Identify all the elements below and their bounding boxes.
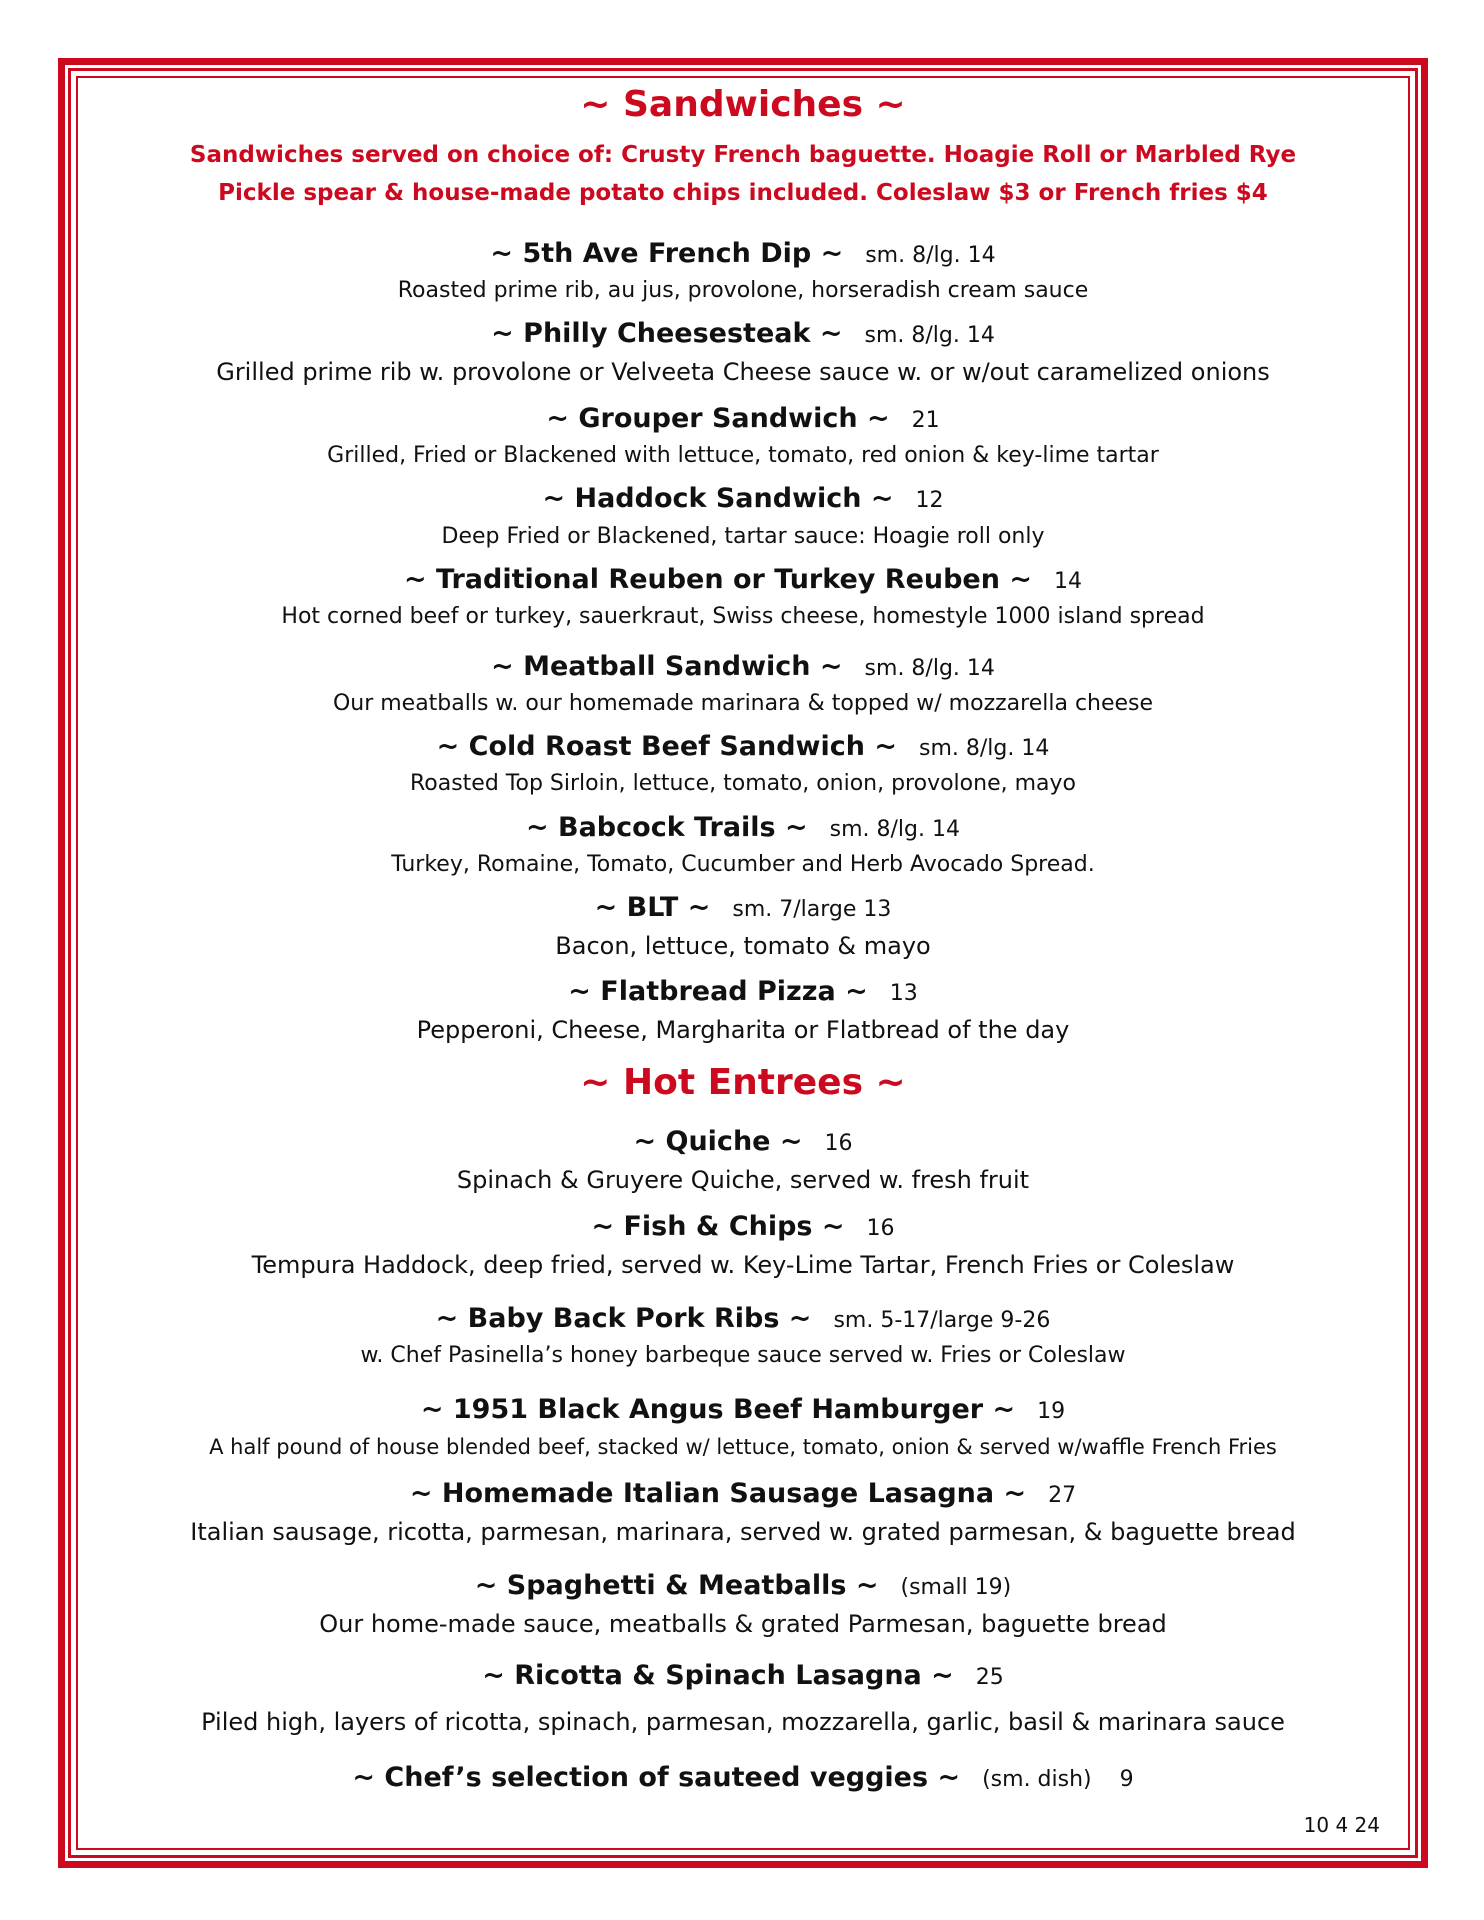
item-description: Pepperoni, Cheese, Margharita or Flatbread of the day <box>416 1016 1070 1044</box>
menu-item-flatbread-pizza <box>78 976 1408 1007</box>
item-price: 25 <box>975 1665 1004 1690</box>
item-price: 12 <box>915 488 944 513</box>
item-price: sm. 8/lg. 14 <box>865 243 996 268</box>
item-name: ~ Grouper Sandwich ~ <box>546 403 890 434</box>
item-price: 21 <box>911 408 940 433</box>
menu-page <box>78 78 1408 1848</box>
sandwiches-intro-line2: Pickle spear & house-made potato chips included. Coleslaw $3 or French fries $4 <box>218 180 1268 206</box>
sandwiches-intro-line1: Sandwiches served on choice of: Crusty French baguette. Hoagie Roll or Marbled Rye <box>189 142 1297 168</box>
item-name: ~ Baby Back Pork Ribs ~ <box>435 1303 812 1334</box>
menu-item-philly-cheesesteak <box>78 318 1408 349</box>
item-description: Roasted prime rib, au jus, provolone, horseradish cream sauce <box>397 278 1089 303</box>
item-name: ~ Ricotta & Spinach Lasagna ~ <box>482 1660 954 1691</box>
item-price: sm. 8/lg. 14 <box>864 656 995 681</box>
item-name: ~ Quiche ~ <box>633 1126 803 1157</box>
menu-item-quiche <box>78 1126 1408 1157</box>
item-price: sm. 7/large 13 <box>732 897 892 922</box>
menu-item-haddock-sandwich <box>78 483 1408 514</box>
item-description: Our home-made sauce, meatballs & grated Parmesan, baguette bread <box>319 1610 1167 1638</box>
menu-date-code: 10 4 24 <box>1303 1813 1380 1837</box>
item-description: Spinach & Gruyere Quiche, served w. fresh fruit <box>456 1166 1030 1194</box>
item-name: ~ Haddock Sandwich ~ <box>542 483 894 514</box>
menu-item-ricotta-spinach-lasagna <box>78 1660 1408 1691</box>
item-description: Tempura Haddock, deep fried, served w. Key-Lime Tartar, French Fries or Coleslaw <box>251 1251 1235 1279</box>
item-description: A half pound of house blended beef, stacked w/ lettuce, tomato, onion & served w/waffle French Fries <box>209 1435 1277 1459</box>
menu-item-grouper-sandwich <box>78 403 1408 434</box>
menu-item-french-dip <box>78 238 1408 269</box>
item-price: 16 <box>824 1131 853 1156</box>
item-name: ~ Traditional Reuben or Turkey Reuben ~ <box>404 564 1032 595</box>
item-price: sm. 8/lg. 14 <box>829 817 960 842</box>
item-name: ~ Chef’s selection of sauteed veggies ~ <box>352 1762 961 1793</box>
item-description: Hot corned beef or turkey, sauerkraut, Swiss cheese, homestyle 1000 island spread <box>281 604 1205 629</box>
menu-item-reuben <box>78 564 1408 595</box>
item-name: ~ Cold Roast Beef Sandwich ~ <box>436 731 897 762</box>
item-name: ~ BLT ~ <box>594 892 711 923</box>
item-description: Our meatballs w. our homemade marinara & topped w/ mozzarella cheese <box>332 691 1154 716</box>
item-description: Grilled, Fried or Blackened with lettuce, tomato, red onion & key-lime tartar <box>327 443 1159 468</box>
item-description: Turkey, Romaine, Tomato, Cucumber and Herb Avocado Spread. <box>391 852 1095 877</box>
menu-item-blt <box>78 892 1408 923</box>
menu-item-meatball-sandwich <box>78 651 1408 682</box>
menu-item-babcock-trails <box>78 812 1408 843</box>
sandwiches-title: ~ Sandwiches ~ <box>580 84 906 125</box>
item-description: Piled high, layers of ricotta, spinach, parmesan, mozzarella, garlic, basil & marinara sauce <box>201 1708 1285 1736</box>
item-price: 19 <box>1037 1399 1066 1424</box>
item-description: Deep Fried or Blackened, tartar sauce: Hoagie roll only <box>441 524 1045 549</box>
item-price: 14 <box>1054 569 1082 594</box>
item-name: ~ Babcock Trails ~ <box>525 812 808 843</box>
menu-item-spaghetti-and-meatballs <box>78 1570 1408 1601</box>
item-price: sm. 8/lg. 14 <box>918 736 1050 761</box>
item-price: 27 <box>1048 1483 1077 1508</box>
menu-item-cold-roast-beef <box>78 731 1408 762</box>
item-price: (sm. dish) 9 <box>982 1767 1134 1792</box>
menu-item-fish-and-chips <box>78 1211 1408 1242</box>
item-description: Italian sausage, ricotta, parmesan, marinara, served w. grated parmesan, & baguette bread <box>190 1518 1296 1546</box>
item-price: 16 <box>866 1216 895 1241</box>
menu-item-sauteed-veggies <box>78 1762 1408 1793</box>
item-name: ~ 5th Ave French Dip ~ <box>490 238 844 269</box>
item-price: sm. 5-17/large 9-26 <box>833 1308 1051 1333</box>
item-description: Roasted Top Sirloin, lettuce, tomato, onion, provolone, mayo <box>409 771 1076 796</box>
item-description: Grilled prime rib w. provolone or Velveeta Cheese sauce w. or w/out caramelized onions <box>216 358 1270 386</box>
item-name: ~ 1951 Black Angus Beef Hamburger ~ <box>420 1394 1016 1425</box>
menu-item-black-angus-hamburger <box>78 1394 1408 1425</box>
item-name: ~ Flatbread Pizza ~ <box>568 976 868 1007</box>
item-name: ~ Homemade Italian Sausage Lasagna ~ <box>409 1478 1027 1509</box>
item-name: ~ Philly Cheesesteak ~ <box>491 318 843 349</box>
hot-entrees-title: ~ Hot Entrees ~ <box>580 1062 906 1103</box>
item-name: ~ Meatball Sandwich ~ <box>491 651 843 682</box>
item-price: (small 19) <box>900 1575 1012 1600</box>
item-price: 13 <box>889 981 918 1006</box>
item-name: ~ Spaghetti & Meatballs ~ <box>474 1570 879 1601</box>
item-description: w. Chef Pasinella’s honey barbeque sauce served w. Fries or Coleslaw <box>360 1343 1126 1368</box>
menu-item-baby-back-ribs <box>78 1303 1408 1334</box>
item-description: Bacon, lettuce, tomato & mayo <box>555 932 931 960</box>
item-name: ~ Fish & Chips ~ <box>591 1211 845 1242</box>
menu-item-italian-sausage-lasagna <box>78 1478 1408 1509</box>
item-price: sm. 8/lg. 14 <box>864 323 995 348</box>
